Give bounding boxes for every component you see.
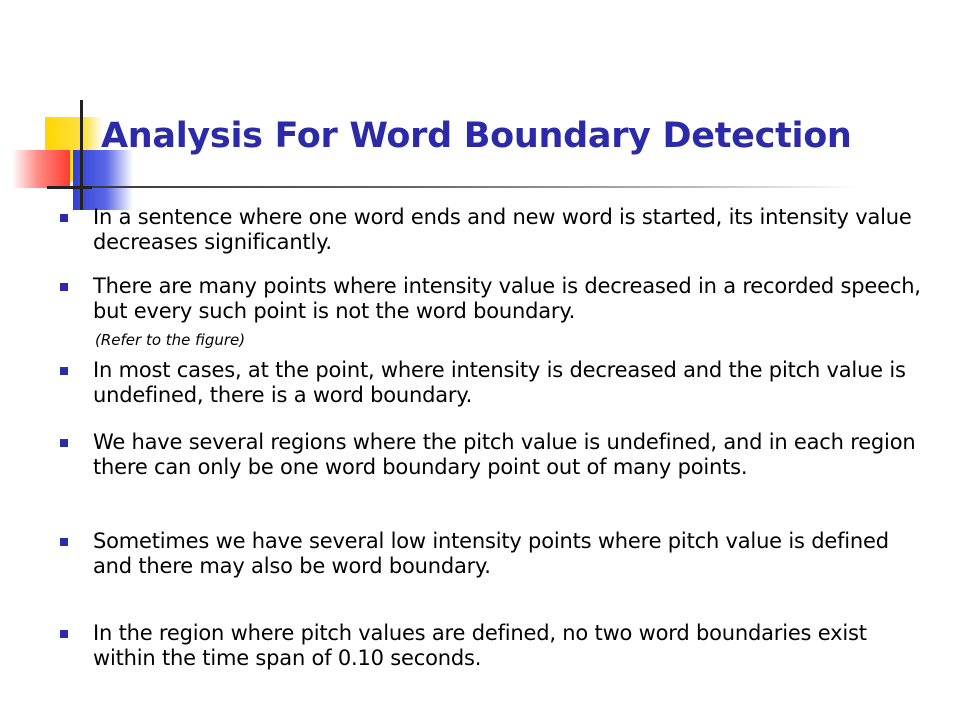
bullet-square-icon <box>60 283 68 291</box>
bullet-text: Sometimes we have several low intensity points where pitch value is defined and there may also be word boundary. <box>93 529 889 578</box>
red-square-decoration <box>12 150 70 188</box>
bullet-item <box>93 274 923 324</box>
bullet-text: There are many points where intensity value is decreased in a recorded speech, but every such point is not the word boundary. <box>93 274 921 323</box>
bullet-text: In most cases, at the point, where intensity is decreased and the pitch value is undefined, there is a word boundary. <box>93 358 906 407</box>
underline-accent <box>47 186 92 189</box>
bullet-item <box>93 621 923 671</box>
bullet-text: We have several regions where the pitch value is undefined, and in each region there can only be one word boundary point out of many points. <box>93 430 916 479</box>
bullet-item <box>93 358 923 408</box>
title-underline <box>47 186 859 188</box>
bullet-item <box>93 430 923 480</box>
bullet-text: In the region where pitch values are defined, no two word boundaries exist within the time span of 0.10 seconds. <box>93 621 867 670</box>
vertical-line-decoration <box>80 100 83 210</box>
bullet-square-icon <box>60 439 68 447</box>
bullet-square-icon <box>60 214 68 222</box>
bullet-text: In a sentence where one word ends and new word is started, its intensity value decreases significantly. <box>93 205 912 254</box>
figure-note: (Refer to the figure) <box>95 331 246 349</box>
bullet-square-icon <box>60 630 68 638</box>
slide-title: Analysis For Word Boundary Detection <box>101 116 852 156</box>
bullet-item <box>93 205 923 255</box>
bullet-square-icon <box>60 538 68 546</box>
bullet-item <box>93 529 923 579</box>
bullet-square-icon <box>60 367 68 375</box>
